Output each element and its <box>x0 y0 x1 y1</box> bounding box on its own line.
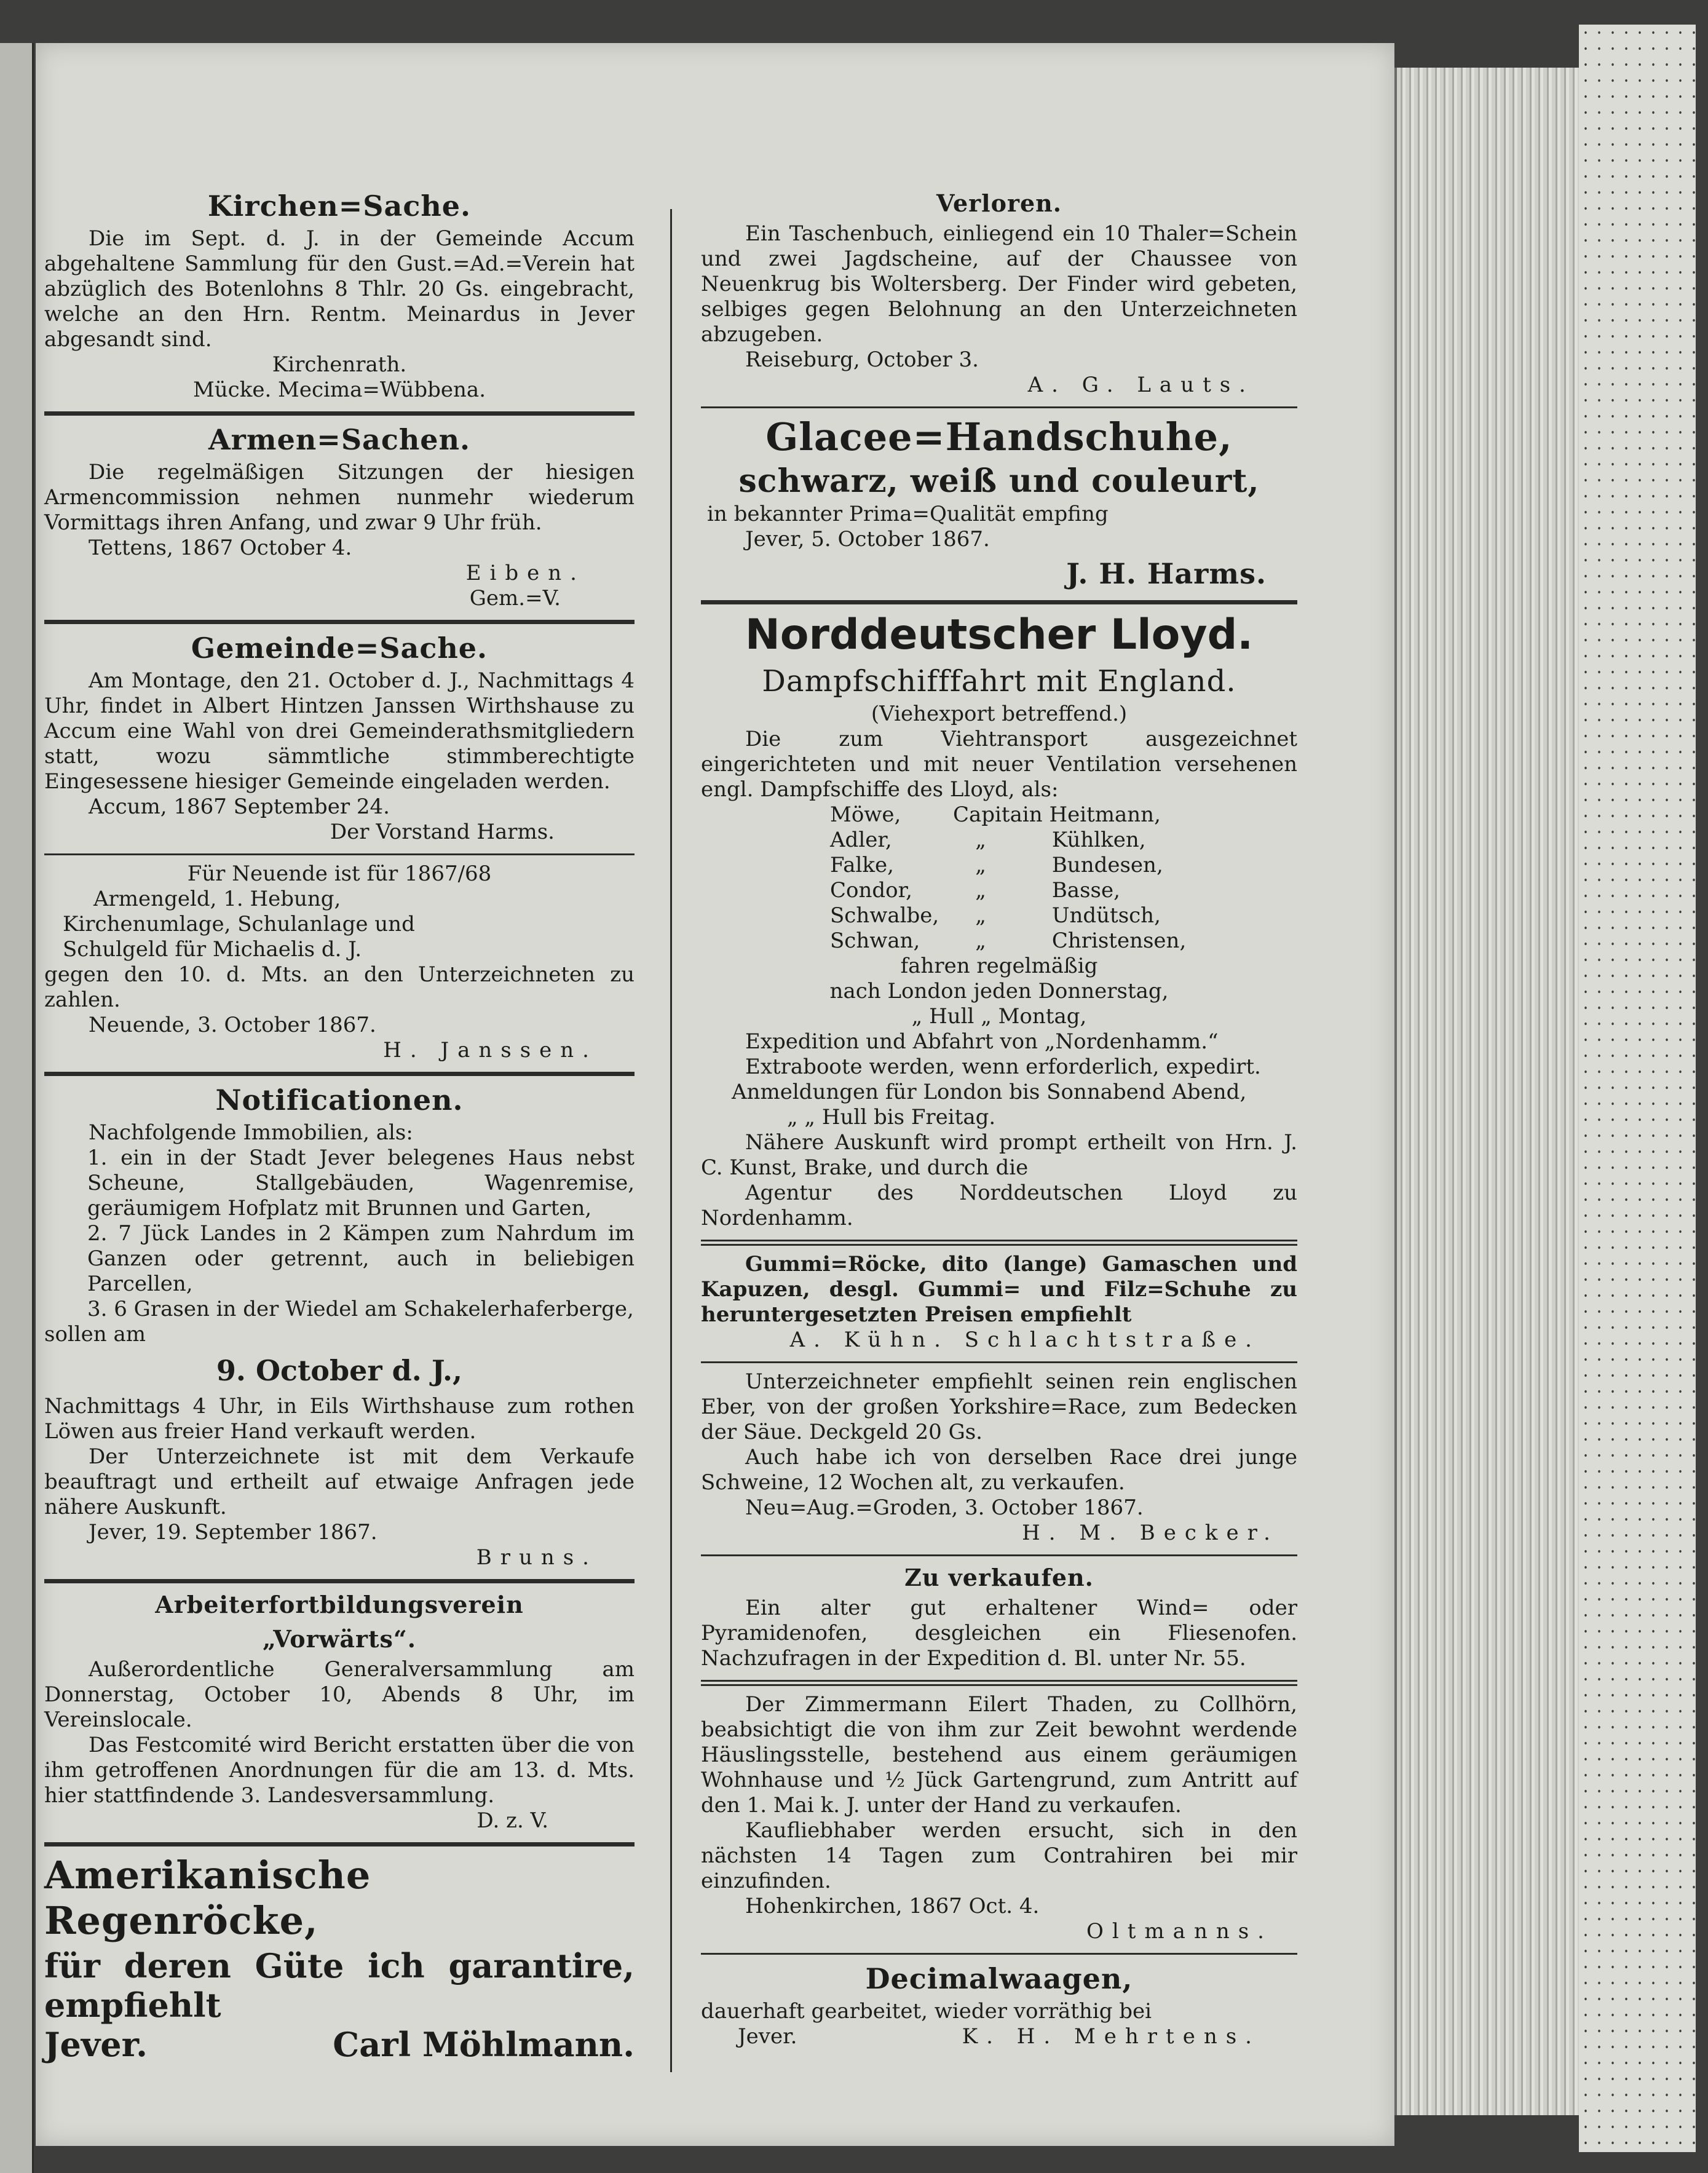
ad-body: nach London jeden Donnerstag, <box>829 979 1169 1003</box>
ship-name: Condor, <box>830 878 912 903</box>
ad-signature: Gem.=V. <box>469 586 561 611</box>
ad-subheading: schwarz, weiß und couleurt, <box>738 462 1260 500</box>
book-cover-edge <box>1579 25 1696 2152</box>
separator-rule <box>701 600 1297 604</box>
separator-rule <box>701 1953 1297 1955</box>
separator-rule <box>44 620 635 624</box>
ad-place-date: Accum, 1867 September 24. <box>89 794 390 819</box>
ad-body: gegen den 10. d. Mts. an den Unterzeichneten zu zahlen. <box>44 962 635 1012</box>
ship-list <box>701 802 1297 954</box>
separator-rule <box>44 411 635 416</box>
ad-signature: Eiben. <box>465 561 585 585</box>
ad-heading: Kirchen=Sache. <box>207 189 472 223</box>
ad-body: Die zum Viehtransport ausgezeichnet eingerichteten und mit neuer Ventilation versehenen engl. Dampfschiffe des Lloyd, als: <box>701 727 1297 802</box>
ad-signature: A. Kühn. Schlachtstraße. <box>789 1328 1260 1352</box>
ad-kirchen-sache <box>44 188 635 403</box>
ad-regenroecke <box>44 1853 635 2064</box>
ad-body: Außerordentliche Generalversammlung am Donnerstag, October 10, Abends 8 Uhr, im Vereinslocale. <box>44 1657 635 1732</box>
ship-captain: Basse, <box>1051 878 1120 903</box>
auction-date: 9. October d. J., <box>216 1354 463 1387</box>
ship-row <box>701 903 1297 928</box>
ad-body: „ Hull „ Montag, <box>911 1004 1087 1029</box>
right-column <box>701 184 1297 2049</box>
ad-zu-verkaufen <box>701 1562 1297 1671</box>
ad-body: Der Zimmermann Eilert Thaden, zu Collhörn, beabsichtigt die von ihm zur Zeit bewohnt werdende Häuslingsstelle, bestehend aus einem geräumigen Wohnhause und ½ Jück Gartengrund, zum Antritt auf den 1. Mai k. J. unter der Hand zu verkaufen. <box>701 1692 1297 1818</box>
ad-body: Anmeldungen für London bis Sonnabend Abend, <box>732 1080 1247 1104</box>
ship-title: „ <box>975 853 986 877</box>
ad-glacee-handschuhe <box>701 414 1297 592</box>
ad-place-date: Tettens, 1867 October 4. <box>89 536 352 560</box>
ad-place: Jever. <box>44 2025 148 2064</box>
separator-rule <box>701 1240 1297 1246</box>
ad-body: fahren regelmäßig <box>900 954 1098 978</box>
ad-body: für deren Güte ich garantire, empfiehlt <box>44 1946 635 2025</box>
ship-name: Falke, <box>830 853 894 877</box>
left-column <box>44 184 635 2064</box>
ad-heading: Glacee=Handschuhe, <box>765 414 1233 459</box>
ship-captain: Heitmann, <box>1049 802 1161 827</box>
ad-body: Schulgeld für Michaelis d. J. <box>63 937 362 962</box>
ship-row <box>701 878 1297 903</box>
ad-body: Für Neuende ist für 1867/68 <box>187 861 492 886</box>
ad-body: Unterzeichneter empfiehlt seinen rein englischen Eber, von der großen Yorkshire=Race, zum Bedecken der Säue. Deckgeld 20 Gs. <box>701 1369 1297 1444</box>
ad-eber <box>701 1369 1297 1546</box>
ad-body: Der Unterzeichnete ist mit dem Verkaufe beauftragt und ertheilt auf etwaige Anfragen jede nähere Auskunft. <box>44 1444 635 1519</box>
separator-rule <box>701 1361 1297 1363</box>
ad-signature: Bruns. <box>476 1545 598 1570</box>
ad-note: (Viehexport betreffend.) <box>871 702 1128 726</box>
list-item: 1. ein in der Stadt Jever belegenes Haus nebst Scheune, Stallgebäuden, Wagenremise, geräumigem Hofplatz mit Brunnen und Garten, <box>87 1146 635 1221</box>
separator-rule <box>701 1680 1297 1686</box>
ad-signature: H. M. Becker. <box>1022 1521 1279 1545</box>
ship-name: Schwalbe, <box>830 903 939 928</box>
ad-body: Extraboote werden, wenn erforderlich, expedirt. <box>745 1055 1261 1079</box>
ad-heading: Notificationen. <box>215 1083 464 1117</box>
ad-signature: J. H. Harms. <box>1066 557 1267 590</box>
column-divider <box>670 209 672 2072</box>
ad-body: Agentur des Norddeutschen Lloyd zu Nordenhamm. <box>701 1181 1297 1230</box>
ship-title: Capitain <box>953 802 1043 827</box>
ad-thaden <box>701 1692 1297 1944</box>
ad-signature: Der Vorstand Harms. <box>330 820 555 844</box>
ad-decimalwaagen <box>701 1961 1297 2049</box>
separator-rule <box>701 1554 1297 1556</box>
ship-row <box>701 928 1297 954</box>
ad-place-date: Hohenkirchen, 1867 Oct. 4. <box>745 1894 1040 1918</box>
ad-heading: „Vorwärts“. <box>262 1625 417 1653</box>
ad-norddeutscher-lloyd <box>701 611 1297 1231</box>
ad-footer <box>44 2025 635 2064</box>
ad-body: Nähere Auskunft wird prompt ertheilt von Hrn. J. C. Kunst, Brake, und durch die <box>701 1130 1297 1180</box>
ad-body: „ „ Hull bis Freitag. <box>787 1105 996 1130</box>
ad-subheading: Dampfschifffahrt mit England. <box>762 664 1236 699</box>
ad-gummi-roecke <box>701 1252 1297 1353</box>
ship-title: „ <box>975 928 986 953</box>
ad-signature: K. H. Mehrtens. <box>962 2024 1260 2049</box>
ad-signature: Carl Möhlmann. <box>333 2025 635 2064</box>
ad-signature: Oltmanns. <box>1086 1919 1273 1944</box>
ad-body: Gummi=Röcke, dito (lange) Gamaschen und Kapuzen, desgl. Gummi= und Filz=Schuhe zu heruntergesetzten Preisen empfiehlt <box>701 1252 1297 1327</box>
ad-footer <box>701 2024 1297 2049</box>
ad-place-date: Jever, 19. September 1867. <box>89 1520 378 1545</box>
ad-heading: Arbeiterfortbildungsverein <box>155 1591 524 1618</box>
separator-rule <box>44 853 635 855</box>
ad-heading: Zu verkaufen. <box>904 1564 1094 1591</box>
ship-captain: Kühlken, <box>1051 828 1146 852</box>
ship-title: „ <box>975 903 986 928</box>
separator-rule <box>44 1842 635 1846</box>
ad-signature: H. Janssen. <box>383 1038 598 1063</box>
ad-signature: Kirchenrath. <box>272 352 407 377</box>
ad-place-date: Jever, 5. October 1867. <box>745 527 990 552</box>
ad-heading: Norddeutscher Lloyd. <box>745 611 1254 659</box>
ad-place-date: Neuende, 3. October 1867. <box>89 1013 376 1037</box>
ship-captain: Bundesen, <box>1051 853 1163 877</box>
ad-body: Nachmittags 4 Uhr, in Eils Wirthshause zum rothen Löwen aus freier Hand verkauft werden. <box>44 1394 635 1444</box>
ship-row <box>701 853 1297 878</box>
ad-notificationen <box>44 1082 635 1570</box>
ad-body: Ein Taschenbuch, einliegend ein 10 Thaler=Schein und zwei Jagdscheine, auf der Chaussee von Neuenkrug bis Woltersberg. Der Finder wird gebeten, selbiges gegen Belohnung an den Unterzeichneten abzugeben. <box>701 221 1297 347</box>
page-stack-edge <box>1394 68 1581 2115</box>
ad-place: Jever. <box>738 2024 797 2049</box>
ad-body: Kaufliebhaber werden ersucht, sich in den nächsten 14 Tagen zum Contrahiren bei mir einzufinden. <box>701 1818 1297 1893</box>
ad-neuende <box>44 861 635 1063</box>
ad-body: dauerhaft gearbeitet, wieder vorräthig bei <box>701 1999 1152 2024</box>
ship-title: „ <box>975 878 986 903</box>
ad-verloren <box>701 188 1297 398</box>
ad-place-date: Reiseburg, October 3. <box>745 347 979 372</box>
separator-rule <box>44 1579 635 1583</box>
ad-body: Die im Sept. d. J. in der Gemeinde Accum abgehaltene Sammlung für den Gust.=Ad.=Verein hat abzüglich des Botenlohns 8 Thlr. 20 Gs. eingebracht, welche an den Hrn. Rentm. Meinardus in Jever abgesandt sind. <box>44 226 635 352</box>
separator-rule <box>44 1072 635 1076</box>
facing-page-edge <box>0 43 34 2173</box>
ad-heading: Decimalwaagen, <box>865 1962 1133 1995</box>
ad-heading: Verloren. <box>936 189 1062 217</box>
ad-body: Armengeld, 1. Hebung, <box>93 887 341 911</box>
ship-row <box>701 828 1297 853</box>
ad-heading: Armen=Sachen. <box>208 423 471 456</box>
separator-rule <box>701 406 1297 408</box>
ad-arbeiterverein <box>44 1589 635 1834</box>
ad-heading: Gemeinde=Sache. <box>191 631 488 665</box>
list-item: 2. 7 Jück Landes in 2 Kämpen zum Nahrdum im Ganzen oder getrennt, auch in beliebigen Parcellen, <box>87 1221 635 1296</box>
ad-signature: D. z. V. <box>476 1808 548 1833</box>
ad-armen-sachen <box>44 422 635 611</box>
ship-name: Schwan, <box>830 928 920 953</box>
ad-signature: Mücke. Mecima=Wübbena. <box>192 378 486 402</box>
ad-place-date: Neu=Aug.=Groden, 3. October 1867. <box>745 1495 1144 1520</box>
list-item: 3. 6 Grasen in der Wiedel am Schakelerhaferberge, <box>87 1297 634 1321</box>
ad-signature: A. G. Lauts. <box>1027 373 1254 397</box>
ad-body: Die regelmäßigen Sitzungen der hiesigen Armencommission nehmen nunmehr wiederum Vormittags ihren Anfang, und zwar 9 Uhr früh. <box>44 460 635 535</box>
ad-heading: Amerikanische Regenröcke, <box>44 1853 371 1943</box>
ship-captain: Christensen, <box>1051 928 1187 953</box>
ad-body: Ein alter gut erhaltener Wind= oder Pyramidenofen, desgleichen ein Fliesenofen. Nachzufragen in der Expedition d. Bl. unter Nr. 55. <box>701 1596 1297 1671</box>
ad-body: Nachfolgende Immobilien, als: <box>89 1120 413 1145</box>
ship-row <box>701 802 1297 828</box>
ad-body: Auch habe ich von derselben Race drei junge Schweine, 12 Wochen alt, zu verkaufen. <box>701 1445 1297 1495</box>
ad-body: Am Montage, den 21. October d. J., Nachmittags 4 Uhr, findet in Albert Hintzen Janssen Wirthshause zu Accum eine Wahl von drei Gemeinderathsmitgliedern statt, wozu sämmtliche stimmberechtigte Eingesessene hiesiger Gemeinde eingeladen werden. <box>44 668 635 794</box>
ad-body: in bekannter Prima=Qualität empfing <box>707 502 1109 526</box>
ad-body: sollen am <box>44 1322 146 1347</box>
ship-captain: Undütsch, <box>1051 903 1161 928</box>
ship-name: Adler, <box>830 828 892 852</box>
ad-body: Expedition und Abfahrt von „Nordenhamm.“ <box>745 1029 1219 1054</box>
ship-name: Möwe, <box>830 802 901 827</box>
ad-body: Das Festcomité wird Bericht erstatten über die von ihm getroffenen Anordnungen für die am 13. d. Mts. hier stattfindende 3. Landesversammlung. <box>44 1733 635 1808</box>
ad-gemeinde-sache <box>44 630 635 845</box>
ad-body: Kirchenumlage, Schulanlage und <box>63 912 415 936</box>
ship-title: „ <box>975 828 986 852</box>
